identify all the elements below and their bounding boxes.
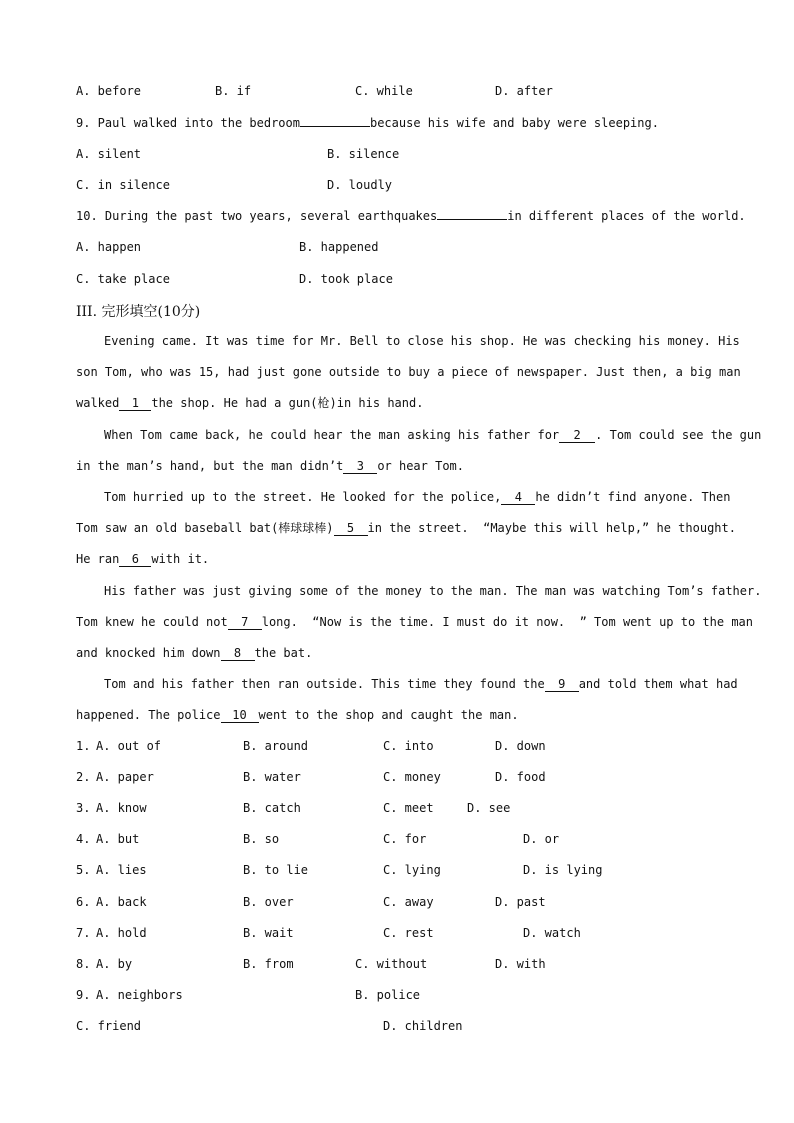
cloze-item-number: 1. bbox=[76, 739, 91, 753]
cloze-option-d: D. or bbox=[523, 832, 560, 846]
cloze-item-number: 3. bbox=[76, 801, 91, 815]
cloze-option-a: A. but bbox=[96, 832, 140, 846]
cloze-option-c: C. rest bbox=[383, 926, 434, 940]
q9-blank bbox=[300, 126, 370, 127]
passage-text: in the man’s hand, but the man didn’t bbox=[76, 459, 344, 473]
passage-text: long. “Now is the time. I must do it now. ” Tom went up to the man bbox=[261, 615, 753, 629]
passage-text: and knocked him down bbox=[76, 646, 221, 660]
cloze-option-c: C. without bbox=[355, 957, 428, 971]
cloze-option-d: D. past bbox=[495, 895, 546, 909]
q10-option-c: C. take place bbox=[76, 272, 170, 286]
cloze-option-d: D. is lying bbox=[523, 863, 603, 877]
cloze-option-a: A. by bbox=[96, 957, 133, 971]
passage-line bbox=[76, 707, 519, 723]
passage-text: Tom hurried up to the street. He looked for the police, bbox=[104, 490, 502, 504]
q10-option-a: A. happen bbox=[76, 240, 142, 254]
q8-option-a: A. before bbox=[76, 84, 142, 98]
cloze-option-a: A. neighbors bbox=[96, 988, 183, 1002]
passage-text: or hear Tom. bbox=[377, 459, 465, 473]
passage-line bbox=[104, 676, 738, 692]
passage-line bbox=[76, 520, 736, 536]
cloze-option-a: A. paper bbox=[96, 770, 154, 784]
q9-stem-before: 9. Paul walked into the bedroom bbox=[76, 116, 300, 130]
passage-line bbox=[104, 427, 761, 443]
cloze-option-c: C. into bbox=[383, 739, 434, 753]
cloze-option-b: B. catch bbox=[243, 801, 301, 815]
q8-option-d: D. after bbox=[495, 84, 553, 98]
q9-option-b: B. silence bbox=[327, 147, 400, 161]
passage-text: the bat. bbox=[254, 646, 313, 660]
cloze-option-b: B. over bbox=[243, 895, 294, 909]
q9-stem-after: because his wife and baby were sleeping. bbox=[369, 116, 659, 130]
q10-stem bbox=[76, 208, 746, 224]
passage-line bbox=[76, 395, 423, 411]
q9-option-c: C. in silence bbox=[76, 178, 170, 192]
passage-line bbox=[76, 458, 464, 474]
cloze-option-b: B. from bbox=[243, 957, 294, 971]
passage-text: . Tom could see the gun bbox=[595, 428, 762, 442]
cloze-option-b: B. to lie bbox=[243, 863, 309, 877]
passage-text: walked bbox=[76, 396, 120, 410]
passage-line bbox=[76, 551, 209, 567]
cloze-option-a: A. out of bbox=[96, 739, 162, 753]
blank-6: 6 bbox=[119, 553, 151, 567]
cloze-item-number: 6. bbox=[76, 895, 91, 909]
cloze-item-number: 9. bbox=[76, 988, 91, 1002]
passage-text: happened. The police bbox=[76, 708, 221, 722]
passage-text: Tom and his father then ran outside. This time they found the bbox=[104, 677, 545, 691]
passage-line: son Tom, who was 15, had just gone outside to buy a piece of newspaper. Just then, a big man bbox=[76, 365, 741, 379]
cloze-option-b: B. so bbox=[243, 832, 280, 846]
cloze-option-b: B. wait bbox=[243, 926, 294, 940]
q9-stem bbox=[76, 115, 659, 131]
cloze-option-b: B. police bbox=[355, 988, 421, 1002]
cloze-item-number: 2. bbox=[76, 770, 91, 784]
blank-3: 3 bbox=[343, 460, 377, 474]
cloze-item-number: 5. bbox=[76, 863, 91, 877]
passage-text: Tom knew he could not bbox=[76, 615, 228, 629]
q10-stem-before: 10. During the past two years, several earthquakes bbox=[76, 209, 438, 223]
cloze-option-d: D. down bbox=[495, 739, 546, 753]
passage-line bbox=[76, 614, 753, 630]
q10-option-d: D. took place bbox=[299, 272, 393, 286]
cloze-option-b: B. around bbox=[243, 739, 309, 753]
passage-text: the shop. He had a gun(枪)in his hand. bbox=[151, 396, 424, 410]
cloze-option-c: C. for bbox=[383, 832, 427, 846]
blank-2: 2 bbox=[559, 429, 595, 443]
cloze-option-c: C. money bbox=[383, 770, 441, 784]
cloze-option-d: D. food bbox=[495, 770, 546, 784]
q10-blank bbox=[437, 219, 507, 220]
cloze-item-number: 7. bbox=[76, 926, 91, 940]
cloze-option-c: C. friend bbox=[76, 1019, 142, 1033]
section-heading: III. 完形填空(10分) bbox=[76, 304, 201, 320]
passage-line bbox=[76, 645, 312, 661]
blank-9: 9 bbox=[545, 678, 579, 692]
cloze-option-c: C. meet bbox=[383, 801, 434, 815]
blank-4: 4 bbox=[501, 491, 535, 505]
passage-line: His father was just giving some of the money to the man. The man was watching Tom’s father. bbox=[104, 584, 762, 598]
cloze-option-a: A. back bbox=[96, 895, 147, 909]
cloze-item-number: 8. bbox=[76, 957, 91, 971]
cloze-option-d: D. watch bbox=[523, 926, 581, 940]
blank-1: 1 bbox=[119, 397, 151, 411]
passage-text: went to the shop and caught the man. bbox=[258, 708, 519, 722]
blank-10: 10 bbox=[221, 709, 259, 723]
passage-line bbox=[104, 489, 730, 505]
cloze-option-d: D. see bbox=[467, 801, 511, 815]
cloze-option-d: D. with bbox=[495, 957, 546, 971]
passage-text: in the street. “Maybe this will help,” he thought. bbox=[367, 521, 736, 535]
passage-text: he didn’t find anyone. Then bbox=[535, 490, 731, 504]
q9-option-d: D. loudly bbox=[327, 178, 393, 192]
cloze-option-c: C. away bbox=[383, 895, 434, 909]
passage-text: with it. bbox=[151, 552, 210, 566]
blank-8: 8 bbox=[221, 647, 255, 661]
q8-option-b: B. if bbox=[215, 84, 252, 98]
q10-stem-after: in different places of the world. bbox=[507, 209, 746, 223]
cloze-option-c: C. lying bbox=[383, 863, 441, 877]
cloze-option-a: A. know bbox=[96, 801, 147, 815]
passage-text: Tom saw an old baseball bat(棒球球棒) bbox=[76, 521, 334, 535]
cloze-option-d: D. children bbox=[383, 1019, 463, 1033]
cloze-item-number: 4. bbox=[76, 832, 91, 846]
cloze-option-a: A. lies bbox=[96, 863, 147, 877]
passage-text: When Tom came back, he could hear the man asking his father for bbox=[104, 428, 560, 442]
blank-7: 7 bbox=[228, 616, 262, 630]
q10-option-b: B. happened bbox=[299, 240, 379, 254]
blank-5: 5 bbox=[334, 522, 368, 536]
passage-text: He ran bbox=[76, 552, 120, 566]
passage-text: and told them what had bbox=[578, 677, 738, 691]
q8-option-c: C. while bbox=[355, 84, 413, 98]
q9-option-a: A. silent bbox=[76, 147, 142, 161]
cloze-option-a: A. hold bbox=[96, 926, 147, 940]
cloze-option-b: B. water bbox=[243, 770, 301, 784]
passage-line: Evening came. It was time for Mr. Bell to close his shop. He was checking his money. His bbox=[104, 334, 740, 348]
